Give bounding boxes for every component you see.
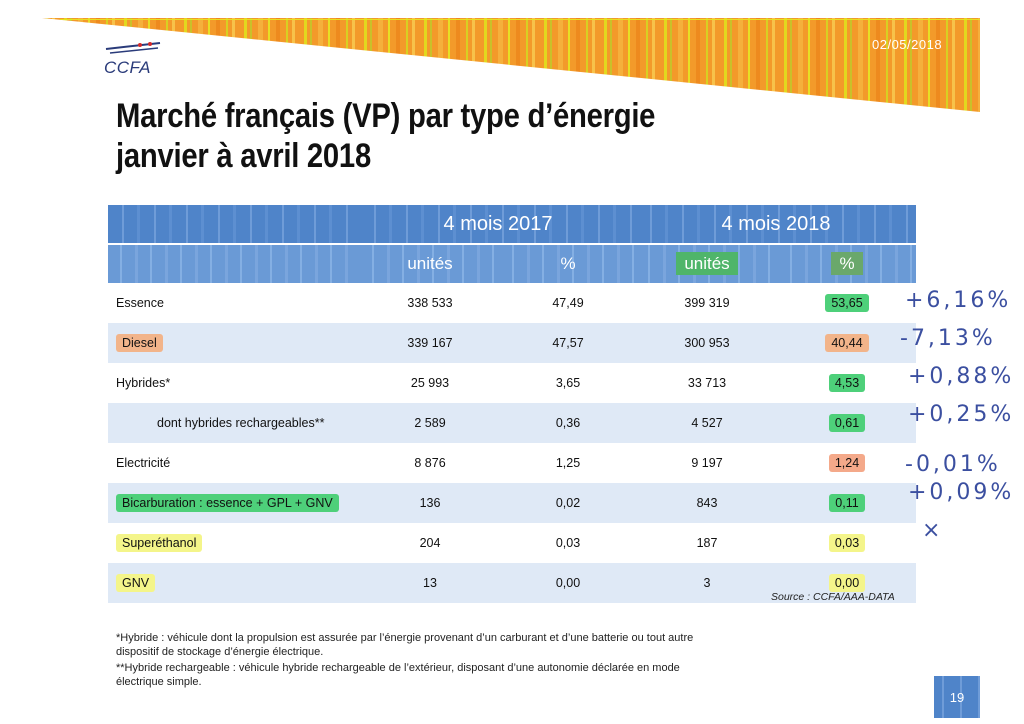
footnote-rechargeable: **Hybride rechargeable : véhicule hybride rechargeable de l’extérieur, disposant d’une autonomie déclarée en mode électrique simple.: [116, 662, 680, 688]
units-2018: 4 527: [636, 403, 778, 443]
table-header-periods: [108, 205, 916, 244]
units-2017: 204: [360, 523, 500, 563]
row-label: Essence: [108, 283, 360, 323]
units-2017: 13: [360, 563, 500, 603]
source-caption: Source : CCFA/AAA-DATA: [771, 591, 895, 603]
pct-2017: 0,00: [500, 563, 636, 603]
page-number: 19: [934, 676, 980, 718]
units-2018: 187: [636, 523, 778, 563]
pct-2018: 40,44: [778, 323, 916, 363]
table-row: [108, 323, 916, 363]
handwritten-note: -0,01%: [905, 452, 1001, 477]
pct-2018: 53,65: [778, 283, 916, 323]
pct-2017: 1,25: [500, 443, 636, 483]
col-pct-2017: %: [500, 244, 636, 283]
handwritten-note: +0,25%: [908, 402, 1015, 427]
pct-2018: 1,24: [778, 443, 916, 483]
pct-2017: 47,49: [500, 283, 636, 323]
col-pct-2018: %: [778, 244, 916, 283]
units-2018: 3: [636, 563, 778, 603]
header-empty: [108, 205, 360, 244]
header-empty-2: [108, 244, 360, 283]
row-label: Bicarburation : essence + GPL + GNV: [108, 483, 360, 523]
pct-2017: 47,57: [500, 323, 636, 363]
energy-market-table: [108, 205, 916, 603]
units-2018: 9 197: [636, 443, 778, 483]
col-units-2017: unités: [360, 244, 500, 283]
units-2018: 843: [636, 483, 778, 523]
row-label: Diesel: [108, 323, 360, 363]
col-units-2018: unités: [636, 244, 778, 283]
pct-2018: 0,00: [778, 563, 916, 603]
pct-2017: 0,36: [500, 403, 636, 443]
title-line-2: janvier à avril 2018: [116, 137, 371, 175]
date-label: 02/05/2018: [872, 37, 943, 52]
row-label: dont hybrides rechargeables**: [108, 403, 360, 443]
pct-2018: 0,61: [778, 403, 916, 443]
pct-2017: 0,02: [500, 483, 636, 523]
handwritten-note: +0,09%: [908, 480, 1015, 505]
table-row: [108, 443, 916, 483]
units-2017: 25 993: [360, 363, 500, 403]
table-row: [108, 403, 916, 443]
table-row: [108, 483, 916, 523]
row-label: Hybrides*: [108, 363, 360, 403]
table-row: [108, 283, 916, 323]
units-2018: 33 713: [636, 363, 778, 403]
handwritten-note: +6,16%: [905, 288, 1012, 313]
table-row: [108, 363, 916, 403]
table-header-units: [108, 244, 916, 283]
energy-table-container: [108, 205, 916, 603]
units-2017: 339 167: [360, 323, 500, 363]
handwritten-note: -7,13%: [900, 326, 996, 351]
row-label: Superéthanol: [108, 523, 360, 563]
row-label: Electricité: [108, 443, 360, 483]
row-label: GNV: [108, 563, 360, 603]
units-2018: 399 319: [636, 283, 778, 323]
period-2018-header: 4 mois 2018: [636, 205, 916, 244]
handwritten-note: ×: [922, 518, 944, 543]
footnotes: [116, 631, 716, 689]
pct-2018: 4,53: [778, 363, 916, 403]
units-2017: 8 876: [360, 443, 500, 483]
units-2017: 136: [360, 483, 500, 523]
pct-2017: 0,03: [500, 523, 636, 563]
logo-text: CCFA: [104, 58, 152, 77]
pct-2018: 0,03: [778, 523, 916, 563]
units-2018: 300 953: [636, 323, 778, 363]
page-title: [116, 96, 655, 176]
period-2017-header: 4 mois 2017: [360, 205, 636, 244]
pct-2018: 0,11: [778, 483, 916, 523]
table-row: [108, 523, 916, 563]
footnote-hybride: *Hybride : véhicule dont la propulsion est assurée par l’énergie provenant d’un carburant et d’une batterie ou tout autre dispositif de stockage d’énergie électrique.: [116, 632, 694, 658]
units-2017: 2 589: [360, 403, 500, 443]
handwritten-note: +0,88%: [908, 364, 1015, 389]
title-line-1: Marché français (VP) par type d’énergie: [116, 97, 656, 135]
units-2017: 338 533: [360, 283, 500, 323]
pct-2017: 3,65: [500, 363, 636, 403]
